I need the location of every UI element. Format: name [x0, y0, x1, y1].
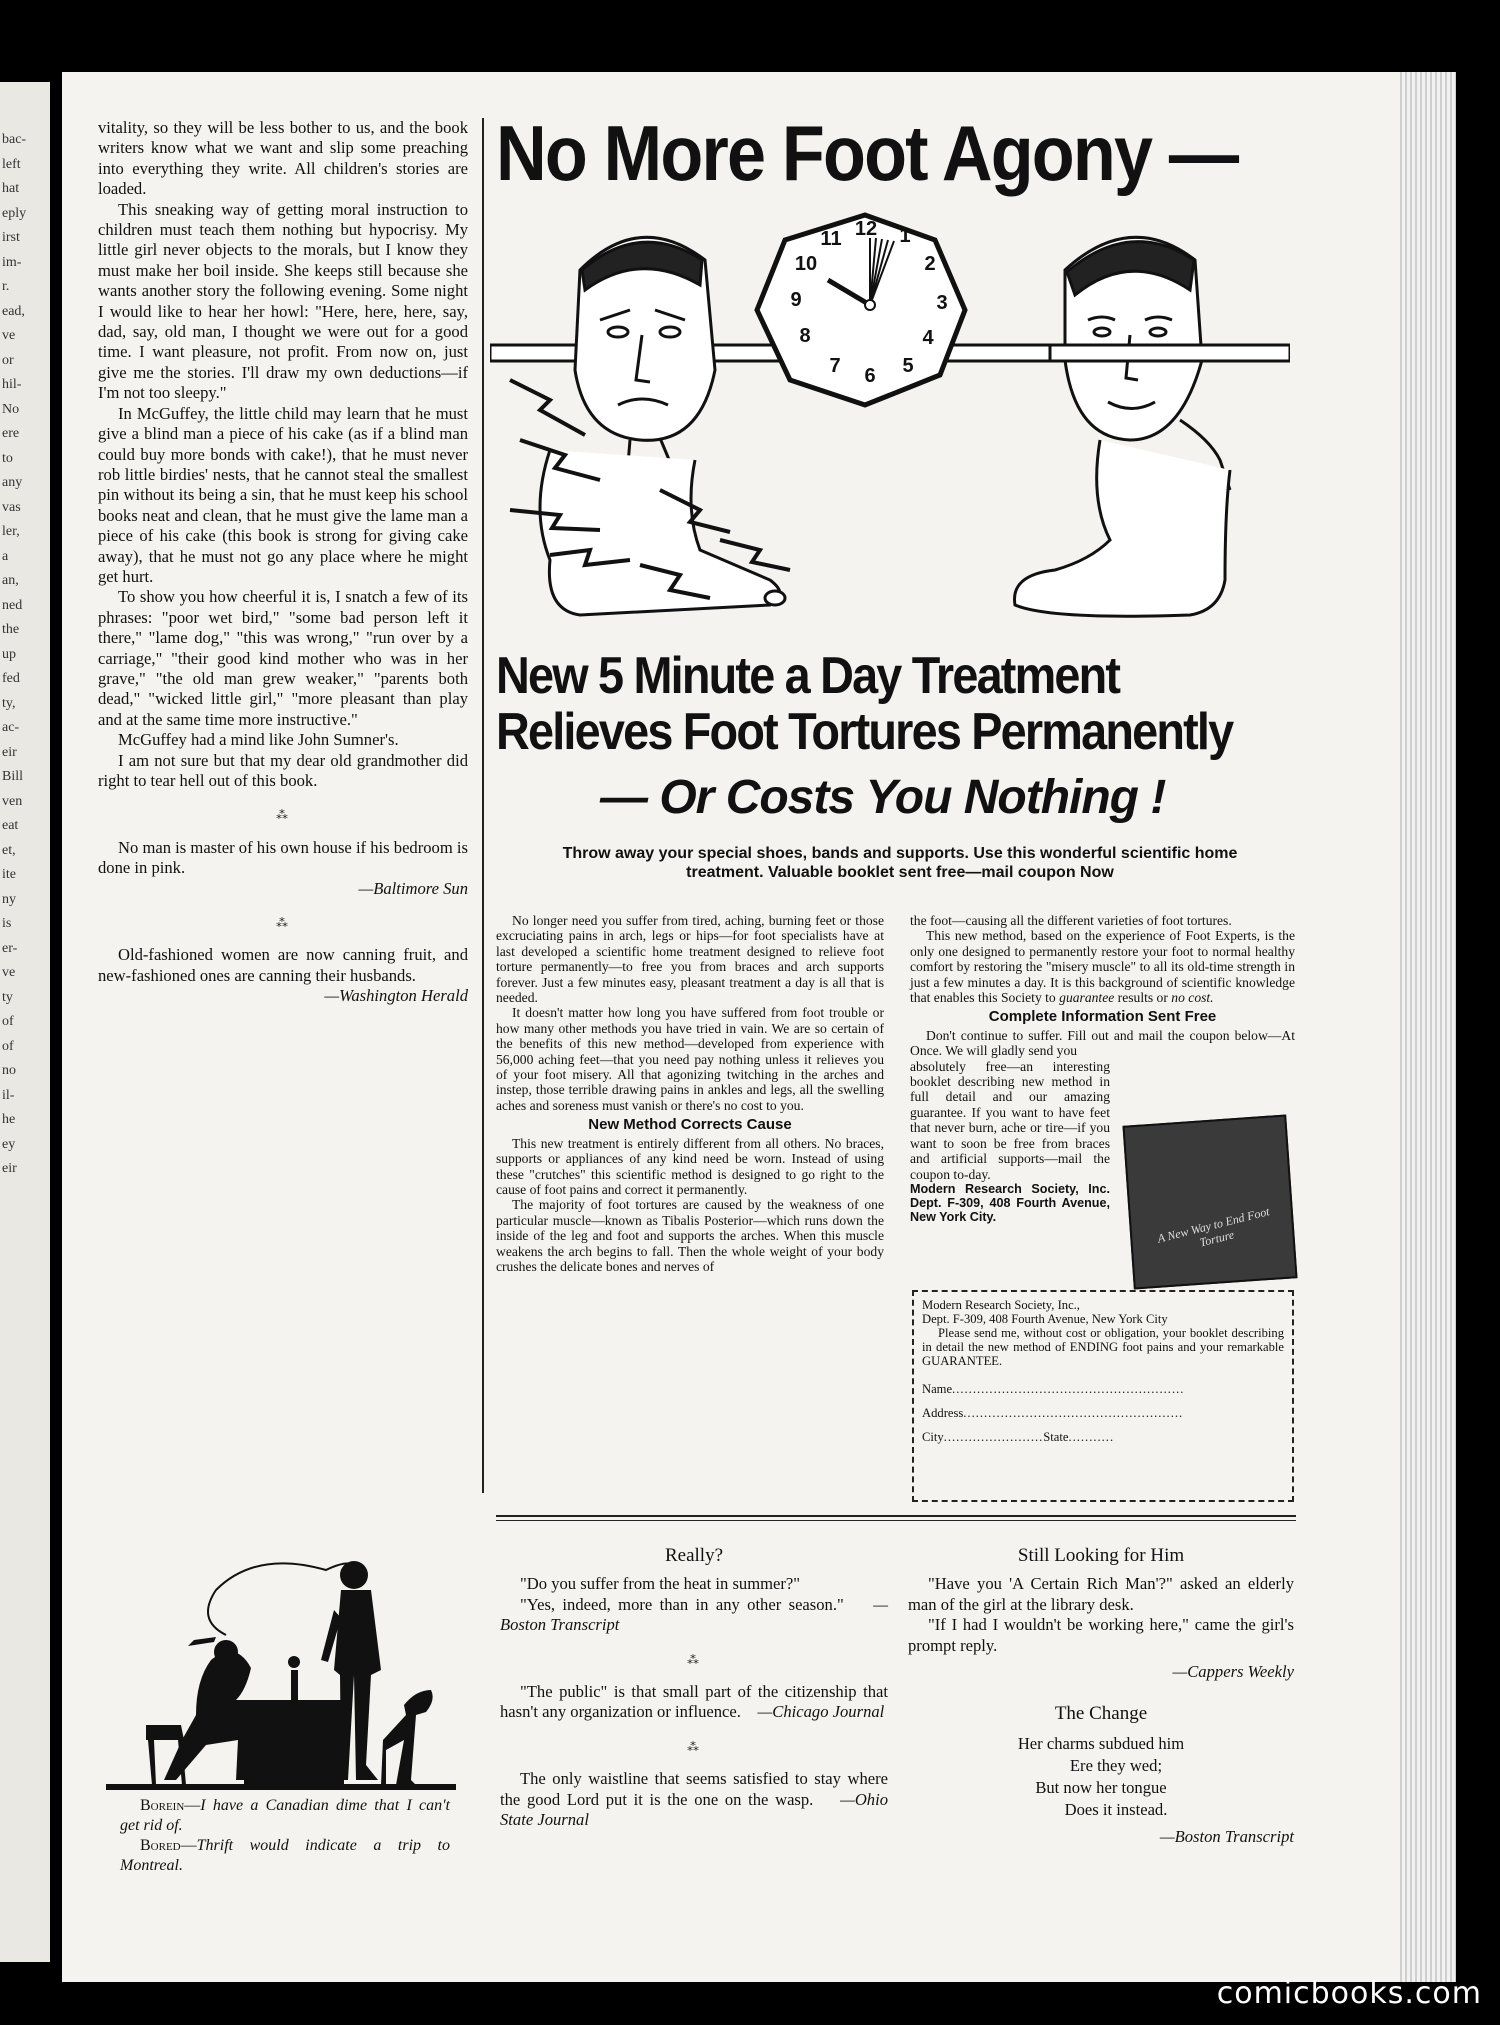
- section-dingbat: ⁂: [687, 1652, 701, 1667]
- article-paragraph: McGuffey had a mind like John Sumner's.: [118, 730, 399, 750]
- ad-emphasis: guarantee: [1059, 990, 1115, 1006]
- adjacent-page-fragment: hat: [2, 181, 20, 196]
- ad-section-heading: Complete Information Sent Free: [988, 1008, 1217, 1026]
- coupon-body: Please send me, without cost or obligation, your booklet describing in detail the new method of ENDING foot pains and your remarkable GUARANTEE.: [922, 1326, 1284, 1368]
- poem-line: Does it instead.: [1064, 1799, 1168, 1819]
- clock-number: 9: [790, 289, 802, 311]
- article-column: [98, 118, 468, 1007]
- field-label: Name: [922, 1382, 953, 1396]
- quip-source: —Washington Herald: [324, 986, 468, 1006]
- adjacent-page-fragment: eply: [2, 205, 27, 221]
- ad-tagline: Throw away your special shoes, bands and supports. Use this wonderful scientific home treatment. Valuable booklet sent free—mail coupon Now: [562, 845, 1238, 881]
- ad-emphasis: no cost.: [1171, 990, 1214, 1006]
- field-label: Address: [922, 1406, 964, 1420]
- healthy-foot-icon: [1015, 440, 1231, 616]
- ad-section-heading: New Method Corrects Cause: [588, 1116, 792, 1134]
- article-paragraph: vitality, so they will be less bother to us, and the book writers know what we want and slip some preaching into everything they write. All children's stories are loaded.: [98, 118, 468, 199]
- ad-paragraph: [910, 928, 1295, 1005]
- joke-line: "Yes, indeed, more than in any other season.": [520, 1594, 844, 1614]
- adjacent-page-fragment: ve: [2, 965, 16, 980]
- ad-subheadline: [496, 647, 1233, 761]
- adjacent-page-strip: [0, 82, 50, 1962]
- column-divider: [482, 118, 484, 1493]
- joke-line: "The public" is that small part of the citizenship that hasn't any organization or influence.: [500, 1682, 888, 1722]
- adjacent-page-fragment: eir: [2, 1161, 17, 1176]
- clock-number: 12: [854, 218, 878, 240]
- joke-source: —Boston Transcript: [500, 1594, 888, 1635]
- clock-number: 7: [829, 355, 841, 377]
- adjacent-page-fragment: bac-: [2, 132, 27, 147]
- poem-line: Her charms subdued him: [1017, 1733, 1185, 1753]
- joke-text: "Have you 'A Certain Rich Man'?" asked an elderly man of the girl at the library desk.: [908, 1574, 1294, 1614]
- adjacent-page-fragment: hil-: [2, 377, 22, 392]
- joke-text: "If I had I wouldn't be working here," came the girl's prompt reply.: [908, 1615, 1294, 1655]
- quip-text: Old-fashioned women are now canning fruit, and new-fashioned ones are canning their husbands.: [98, 945, 468, 985]
- joke-line: The only waistline that seems satisfied to stay where the good Lord put it is the one on the wasp.: [500, 1769, 888, 1809]
- adjacent-page-fragment: eir: [2, 744, 17, 760]
- ad-body-column: [496, 913, 884, 1274]
- site-watermark: comicbooks.com: [1216, 1976, 1482, 2011]
- ad-text: absolutely free—an interesting booklet describing new method in full detail and our amazing guarantee. If you want to have feet that never burn, ache or tire—if you want to soon be free from braces and artificial supports—mail the coupon to-day.: [910, 1058, 1110, 1182]
- joke-source: —Boston Transcript: [1159, 1826, 1294, 1846]
- ad-paragraph: No longer need you suffer from tired, aching, burning feet or those excruciating pains in arch, legs or hips—for foot specialists have at last developed a scientific home treatment designed to relieve foot torture permanently—to free you from braces and arch supports forever. Just a few minutes easy, pleasant treatment a day is all that is needed.: [496, 913, 884, 1006]
- article-paragraph: To show you how cheerful it is, I snatch a few of its phrases: "poor wet bird," "some bad person left it there," "lame dog," "this was wrong," "run over by a carriage," "their good kind mother who was in her grave," "the old man grew weaker," "parents both dead," "wicked little girl," "more pleasant than play and at the same time more instructive.": [98, 587, 468, 729]
- ad-paragraph: This new treatment is entirely different from all others. No braces, supports or appliances of any kind need be worn. Instead of using these "crutches" this scientific method is designed to go right to the cause of foot pains and correct it permanently.: [496, 1135, 884, 1197]
- poem-title: The Change: [1054, 1703, 1148, 1725]
- coupon-address: Modern Research Society, Inc.,: [922, 1298, 1080, 1312]
- jokes-column: [500, 1546, 888, 1830]
- adjacent-page-fragment: of: [2, 1038, 14, 1054]
- adjacent-page-fragment: ned: [2, 597, 23, 613]
- adjacent-page-fragment: ler,: [2, 524, 20, 539]
- adjacent-page-fragment: up: [2, 646, 16, 662]
- section-divider: [496, 1515, 1296, 1521]
- joke-text: [500, 1595, 888, 1636]
- adjacent-page-fragment: im-: [2, 254, 22, 270]
- adjacent-page-fragment: ven: [2, 793, 23, 809]
- ad-paragraph: the foot—causing all the different varieties of foot tortures.: [910, 913, 1232, 928]
- adjacent-page-fragment: ere: [2, 426, 20, 441]
- adjacent-page-fragment: a: [2, 548, 9, 564]
- adjacent-page-fragment: No: [2, 401, 20, 417]
- section-dingbat: ⁂: [687, 1739, 701, 1754]
- joke-text: [500, 1682, 888, 1723]
- adjacent-page-fragment: to: [2, 450, 13, 466]
- article-paragraph: This sneaking way of getting moral instruction to children must teach them nothing but hypocrisy. My little girl never objects to the morals, but I know they must make her boil inside. She keeps still because she wants another story the following evening. Some night I would like to hear her howl: "Here, here, here, say, dad, say, old man, I thought we were out for a good time. I want pleasure, not profit. From now on, just give me the stories. I'll draw my own deductions—if I'm not too sleepy.": [98, 199, 468, 403]
- adjacent-page-fragment: ty,: [2, 695, 16, 711]
- adjacent-page-fragment: or: [2, 352, 14, 368]
- ad-paragraph: Don't continue to suffer. Fill out and mail the coupon below—At Once. We will gladly send you: [910, 1027, 1295, 1059]
- joke-text: "Do you suffer from the heat in summer?": [520, 1574, 801, 1594]
- adjacent-page-fragment: r.: [2, 279, 10, 294]
- adjacent-page-fragment: ead,: [2, 303, 25, 319]
- joke-source: —Cappers Weekly: [1172, 1662, 1294, 1682]
- ad-text: results or: [1117, 990, 1168, 1006]
- adjacent-page-fragment: any: [2, 475, 23, 490]
- adjacent-page-fragment: no: [2, 1063, 16, 1078]
- adjacent-page-fragment: ac-: [2, 720, 20, 735]
- joke-title: Still Looking for Him: [1017, 1545, 1185, 1566]
- ad-headline: No More Foot Agony —: [496, 109, 1238, 197]
- joke-text: [500, 1769, 888, 1830]
- adjacent-page-fragment: ve: [2, 328, 16, 343]
- adjacent-page-fragment: il-: [2, 1087, 15, 1103]
- adjacent-page-fragment: ny: [2, 891, 16, 907]
- adjacent-page-fragment: er-: [2, 940, 18, 956]
- society-address: Modern Research Society, Inc. Dept. F-309, 408 Fourth Avenue, New York City.: [910, 1181, 1110, 1224]
- cartoon-caption: [120, 1796, 450, 1876]
- adjacent-page-fragment: he: [2, 1112, 16, 1127]
- clock-number: 1: [899, 225, 911, 247]
- cartoon-figures-icon: [146, 1561, 433, 1785]
- silhouette-cartoon: [86, 1540, 476, 1800]
- ad-guarantee-line: — Or Costs You Nothing !: [600, 771, 1166, 824]
- adjacent-page-fragment: the: [2, 622, 20, 637]
- article-paragraph: I am not sure but that my dear old grandmother did right to tear hell out of this book.: [98, 750, 468, 790]
- adjacent-page-fragment: Bill: [2, 769, 24, 784]
- speaker-name: Borein—: [140, 1797, 201, 1814]
- adjacent-page-fragment: ty: [2, 989, 13, 1005]
- clock-number: 11: [820, 228, 842, 250]
- jokes-column: [908, 1546, 1294, 1847]
- ad-subheadline-line: New 5 Minute a Day Treatment: [496, 647, 1120, 705]
- booklet-image: [1122, 1114, 1297, 1289]
- clock-number: 4: [922, 327, 934, 349]
- poem-line: Ere they wed;: [1069, 1755, 1163, 1775]
- adjacent-page-fragment: fed: [2, 671, 20, 686]
- clock-number: 6: [864, 365, 876, 387]
- mail-coupon[interactable]: [912, 1290, 1294, 1502]
- article-paragraph: In McGuffey, the little child may learn that he must give a blind man a piece of his cake (as if a blind man could buy more bonds with cake!), that he must never rob little birdies' nests, that he cannot steal the smallest pin without its being a sin, that he must keep his school books neat and clean, that he must give the lame man a piece of his cake (this book is strong for giving cake away), that he must not go any place where he might get hurt.: [98, 403, 468, 586]
- ad-text: This new method, based on the experience of Foot Experts, is the only one designed to permanently restore your foot to normal healthy comfort by restoring the "misery muscle" to all its old-time strength in just a few minutes a day. It is this background of scientific knowledge that enables this Society to: [910, 928, 1295, 1006]
- coupon-address: Dept. F-309, 408 Fourth Avenue, New York City: [922, 1312, 1168, 1326]
- adjacent-page-fragment: ey: [2, 1136, 16, 1152]
- ad-illustration: [490, 210, 1290, 630]
- field-label: City: [922, 1430, 944, 1444]
- clock-number: 5: [902, 355, 914, 377]
- ad-subheadline-line: Relieves Foot Tortures Permanently: [496, 703, 1233, 761]
- speaker-name: Bored—: [140, 1837, 197, 1854]
- ad-paragraph: It doesn't matter how long you have suffered from foot trouble or how many other methods you have tried in vain. We are so certain of the benefits of this new method—developed from experience with 56,000 aching feet—that you need pay nothing unless it relieves you of your foot misery. All that agonizing twitching in the arches and instep, those terrible drawing pains in ankles and legs, all the swelling aches and soreness must vanish or there's no cost to you.: [496, 1005, 884, 1113]
- adjacent-page-fragment: an,: [2, 573, 19, 588]
- adjacent-page-fragment: eat: [2, 818, 19, 833]
- caption-line: I have a Canadian dime that I can't get rid of.: [120, 1797, 450, 1834]
- adjacent-page-fragment: irst: [2, 230, 20, 245]
- adjacent-page-fragment: is: [2, 916, 12, 931]
- coupon-name-field[interactable]: Name........................................................: [922, 1382, 1185, 1396]
- adjacent-page-fragment: of: [2, 1014, 14, 1029]
- clock-number: 2: [924, 253, 936, 275]
- coupon-city-state-field[interactable]: City........................State...........: [922, 1430, 1115, 1444]
- clock-number: 8: [799, 325, 811, 347]
- quip-text: No man is master of his own house if his bedroom is done in pink.: [98, 837, 468, 878]
- booklet-title: A New Way to End Foot Torture: [1155, 1204, 1271, 1250]
- poem: [908, 1733, 1294, 1821]
- field-label: State: [1043, 1430, 1069, 1444]
- adjacent-page-fragment: et,: [2, 842, 16, 858]
- happy-face-icon: [1050, 237, 1290, 490]
- ad-paragraph: The majority of foot tortures are caused by the weakness of one particular muscle—known as Tibalis Posterior—which runs down the inside of the leg and foot and supports the arches. When this muscle weakens the arch begins to fall. Then the whole weight of your body crushes the delicate bones and nerves of: [496, 1197, 884, 1274]
- clock-icon: [757, 215, 965, 405]
- clock-number: 3: [936, 292, 948, 314]
- joke-source: —Ohio State Journal: [500, 1789, 889, 1830]
- adjacent-page-fragment: left: [2, 156, 21, 172]
- section-dingbat: ⁂: [276, 808, 290, 823]
- joke-source: —Chicago Journal: [757, 1702, 885, 1722]
- clock-number: 10: [794, 253, 818, 275]
- adjacent-page-fragment: vas: [2, 499, 21, 515]
- adjacent-page-fragment: ite: [2, 867, 16, 882]
- poem-line: But now her tongue: [1035, 1777, 1167, 1797]
- page-edge: [1400, 72, 1456, 1982]
- caption-line: Thrift would indicate a trip to Montreal.: [120, 1837, 450, 1874]
- quip-source: —Baltimore Sun: [358, 878, 468, 898]
- section-dingbat: ⁂: [276, 916, 290, 931]
- ad-paragraph: [910, 1059, 1110, 1224]
- joke-title: Really?: [664, 1545, 724, 1566]
- coupon-address-field[interactable]: Address.....................................................: [922, 1406, 1184, 1420]
